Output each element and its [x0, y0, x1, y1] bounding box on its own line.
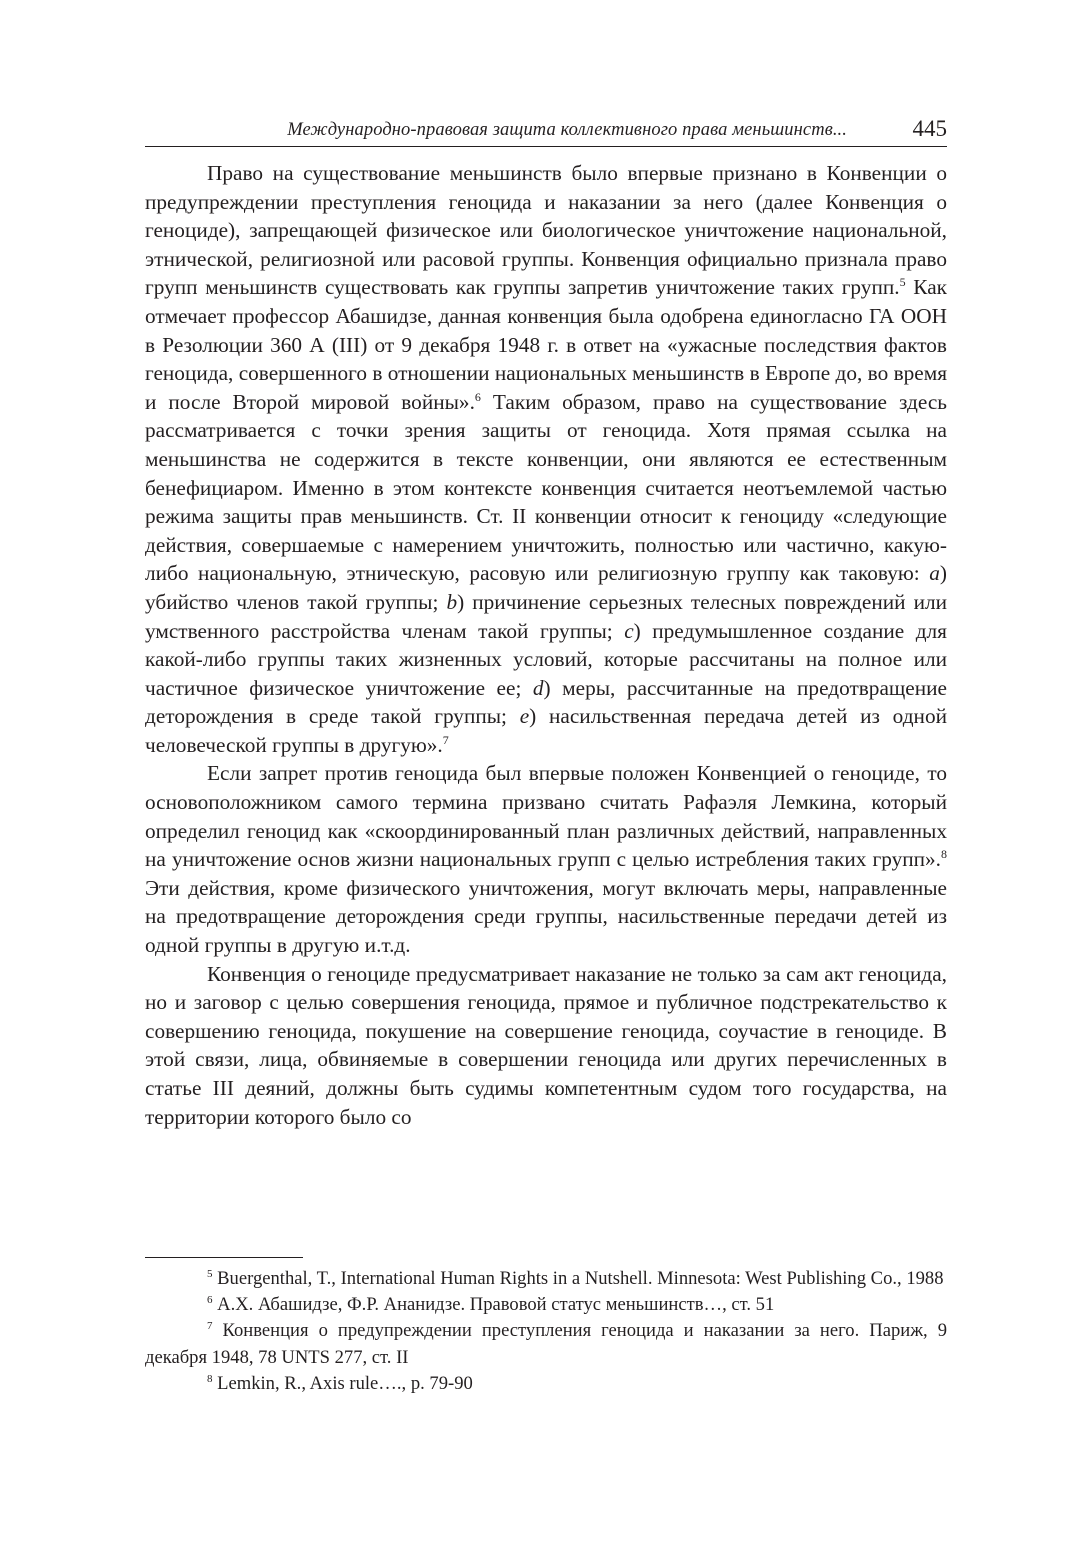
footnote: [145, 1266, 947, 1292]
footnote: [145, 1318, 947, 1370]
paragraph-2: [145, 759, 947, 959]
list-letter-e: e: [519, 704, 530, 729]
text-run: ) причинение серьезных телесных повреждений или умственного расстройства членам такой группы;: [145, 589, 947, 643]
footnote: [145, 1371, 947, 1397]
text-run: ) убийство членов такой группы;: [145, 561, 947, 614]
footnote-number: 6: [207, 1294, 213, 1307]
footnote-number: 8: [207, 1372, 213, 1385]
footnote-text: Lemkin, R., Axis rule…., p. 79-90: [212, 1372, 473, 1394]
list-letter-a: a: [929, 561, 940, 586]
footnote-ref-5[interactable]: 5: [899, 275, 906, 290]
list-letter-c: c: [624, 618, 634, 643]
text-run: Эти действия, кроме физического уничтожения, могут включать меры, направленные на предотвращение деторождения среди группы, насильственные передачи детей из одной группы в другую и.т.д.: [145, 875, 947, 958]
page: [145, 112, 947, 1131]
footnote-text: А.Х. Абашидзе, Ф.Р. Ананидзе. Правовой статус меньшинств…, ст. 51: [212, 1294, 775, 1316]
footnote-ref-7[interactable]: 7: [442, 732, 449, 747]
text-run: ) предумышленное создание для какой-либо группы таких жизненных условий, которые рассчитаны на полное или частичное физическое уничтожение ее;: [145, 618, 947, 700]
body-text: [145, 159, 947, 1131]
footnotes: [145, 1266, 947, 1397]
footnote-number: 7: [207, 1320, 213, 1333]
text-run: ) насильственная передача детей из одной человеческой группы в другую».: [145, 704, 947, 757]
list-letter-b: b: [446, 589, 458, 614]
footnote-text: Buergenthal, T., International Human Rights in a Nutshell. Minnesota: West Publishing Co., 1988: [212, 1268, 944, 1289]
paragraph-1: [145, 159, 947, 759]
footnote-text: Конвенция о предупреждении преступления геноцида и наказании за него. Париж, 9 декабря 1948, 78 UNTS 277, ст. II: [145, 1320, 947, 1368]
footnote-separator: [145, 1257, 303, 1258]
text-run: ) меры, рассчитанные на предотвращение деторождения в среде такой группы;: [145, 675, 948, 729]
text-run: Право на существование меньшинств было впервые признано в Конвенции о предупреждении преступления геноцида и наказании за него (далее Конвенция о геноциде), запрещающей физическое или биологическое уничтожение национальной, этнической, религиозной или расовой группы. Конвенция официально признала право групп меньшинств существовать как группы запретив уничтожение таких групп.: [145, 161, 947, 300]
page-number: 445: [912, 116, 947, 141]
running-header: [145, 112, 947, 147]
text-run: Как отмечает профессор Абашидзе, данная конвенция была одобрена единогласно ГА ООН в Резолюции 360 А (III) от 9 декабря 1948 г. в ответ на «ужасные последствия фактов геноцида, совершенного в отношении национальных меньшинств в Европе до, во время и после Второй мировой войны».: [145, 275, 947, 414]
footnote: [145, 1292, 947, 1318]
footnote-ref-6[interactable]: 6: [474, 389, 481, 404]
list-letter-d: d: [532, 675, 544, 700]
running-title: Международно-правовая защита коллективного права меньшинств...: [287, 120, 847, 140]
text-run: Таким образом, право на существование здесь рассматривается с точки зрения защиты от геноцида. Хотя прямая ссылка на меньшинства не содержится в тексте конвенции, они являются ее естественным бенефициаром. Именно в этом контексте конвенция считается неотъемлемой частью режима защиты прав меньшинств. Ст. II конвенции относит к геноциду «следующие действия, совершаемые с намерением уничтожить, полностью или частично, какую-либо национальную, этническую, расовую или религиозную группу как таковую:: [145, 389, 947, 586]
paragraph-3: Конвенция о геноциде предусматривает наказание не только за сам акт геноцида, но и заговор с целью совершения геноцида, прямое и публичное подстрекательство к совершению геноцида, покушение на совершение геноцида, соучастие в геноциде. В этой связи, лица, обвиняемые в совершении геноцида или других перечисленных в статье III деяний, должны быть судимы компетентным судом того государства, на территории которого было со: [145, 961, 947, 1129]
text-run: Если запрет против геноцида был впервые положен Конвенцией о геноциде, то основоположником самого термина призвано считать Рафаэля Лемкина, который определил геноцид как «скоординированный план различных действий, направленных на уничтожение основ жизни национальных групп с целью истребления таких групп».: [145, 761, 947, 872]
footnote-ref-8[interactable]: 8: [941, 847, 947, 862]
footnote-number: 5: [207, 1268, 213, 1280]
